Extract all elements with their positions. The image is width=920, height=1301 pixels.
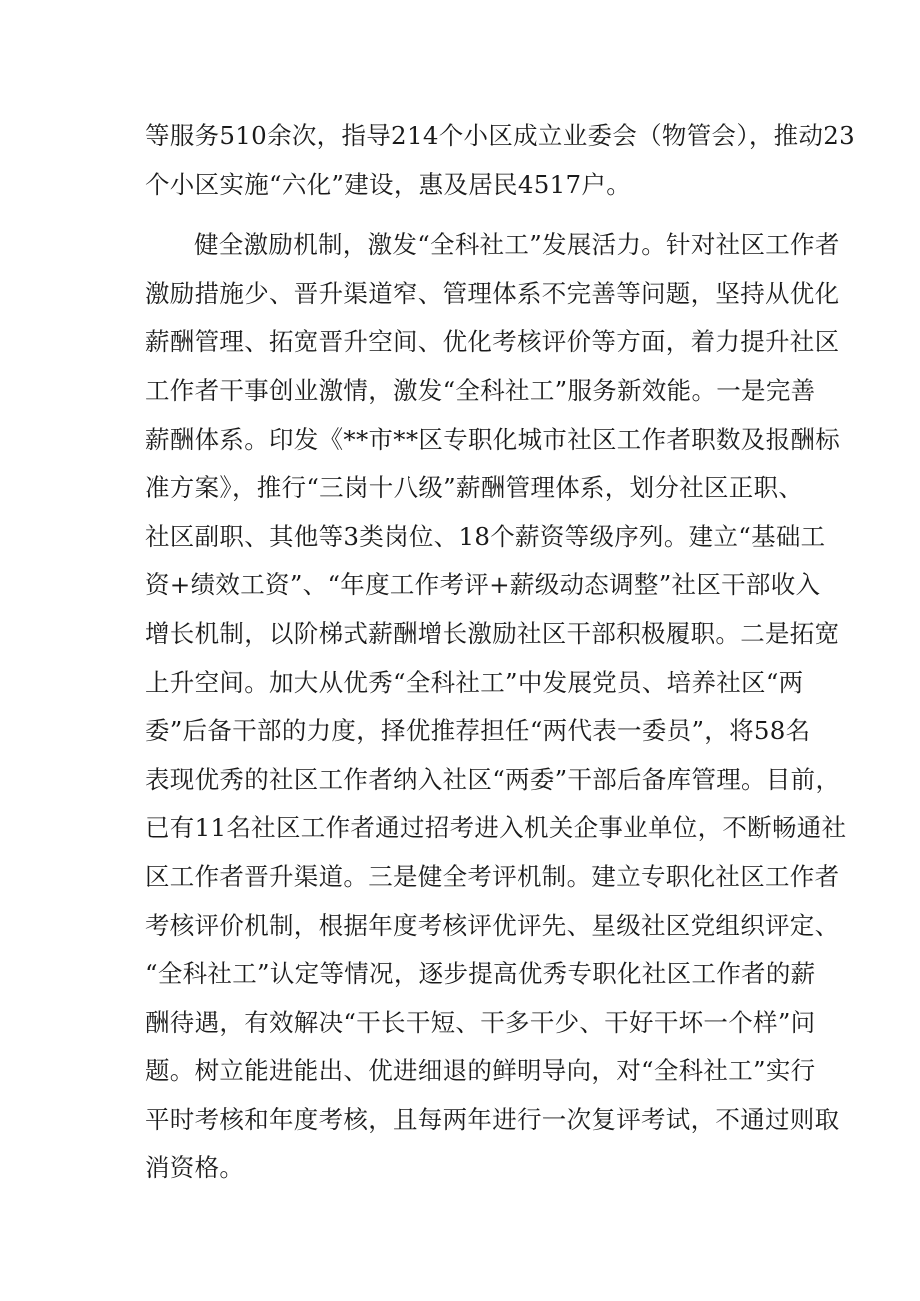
text-line: 消资格。 <box>145 1153 245 1183</box>
text-line: 已有11名社区工作者通过招考进入机关企事业单位，不断畅通社 <box>145 813 847 843</box>
paragraph-gap <box>145 209 785 221</box>
text-line: 区工作者晋升渠道。三是健全考评机制。建立专职化社区工作者 <box>145 861 840 891</box>
text-line: 上升空间。加大从优秀“全科社工”中发展党员、培养社区“两 <box>145 667 804 697</box>
text-line: 个小区实施“六化”建设，惠及居民4517户。 <box>145 169 631 199</box>
text-line: 考核评价机制，根据年度考核评优评先、星级社区党组织评定、 <box>145 910 840 940</box>
text-line: 表现优秀的社区工作者纳入社区“两委”干部后备库管理。目前， <box>145 764 841 794</box>
text-line: 激励措施少、晋升渠道窄、管理体系不完善等问题，坚持从优化 <box>145 278 840 308</box>
text-line: 平时考核和年度考核，且每两年进行一次复评考试，不通过则取 <box>145 1104 840 1134</box>
text-line: 等服务510余次，指导214个小区成立业委会（物管会），推动23 <box>145 121 856 150</box>
text-line: 题。树立能进能出、优进细退的鲜明导向，对“全科社工”实行 <box>145 1056 816 1086</box>
paragraph-1 <box>145 112 856 209</box>
document-body <box>145 112 856 1193</box>
text-line: 社区副职、其他等3类岗位、18个薪资等级序列。建立“基础工 <box>145 521 826 551</box>
text-line: 资+绩效工资”、“年度工作考评+薪级动态调整”社区干部收入 <box>145 570 821 600</box>
text-line: 工作者干事创业激情，激发“全科社工”服务新效能。一是完善 <box>145 375 816 405</box>
text-line: 薪酬管理、拓宽晋升空间、优化考核评价等方面，着力提升社区 <box>145 327 840 357</box>
text-line: 薪酬体系。印发《**市**区专职化城市社区工作者职数及报酬标 <box>145 424 840 454</box>
text-line: 增长机制，以阶梯式薪酬增长激励社区干部积极履职。二是拓宽 <box>145 618 840 648</box>
text-line: “全科社工”认定等情况，逐步提高优秀专职化社区工作者的薪 <box>145 959 816 989</box>
paragraph-2 <box>145 221 847 1193</box>
text-line: 委”后备干部的力度，择优推荐担任“两代表一委员”，将58名 <box>145 716 811 746</box>
text-line: 准方案》，推行“三岗十八级”薪酬管理体系，划分社区正职、 <box>145 473 804 503</box>
text-line: 酬待遇，有效解决“干长干短、干多干少、干好干坏一个样”问 <box>145 1007 816 1037</box>
text-line: 健全激励机制，激发“全科社工”发展活力。针对社区工作者 <box>194 230 840 260</box>
